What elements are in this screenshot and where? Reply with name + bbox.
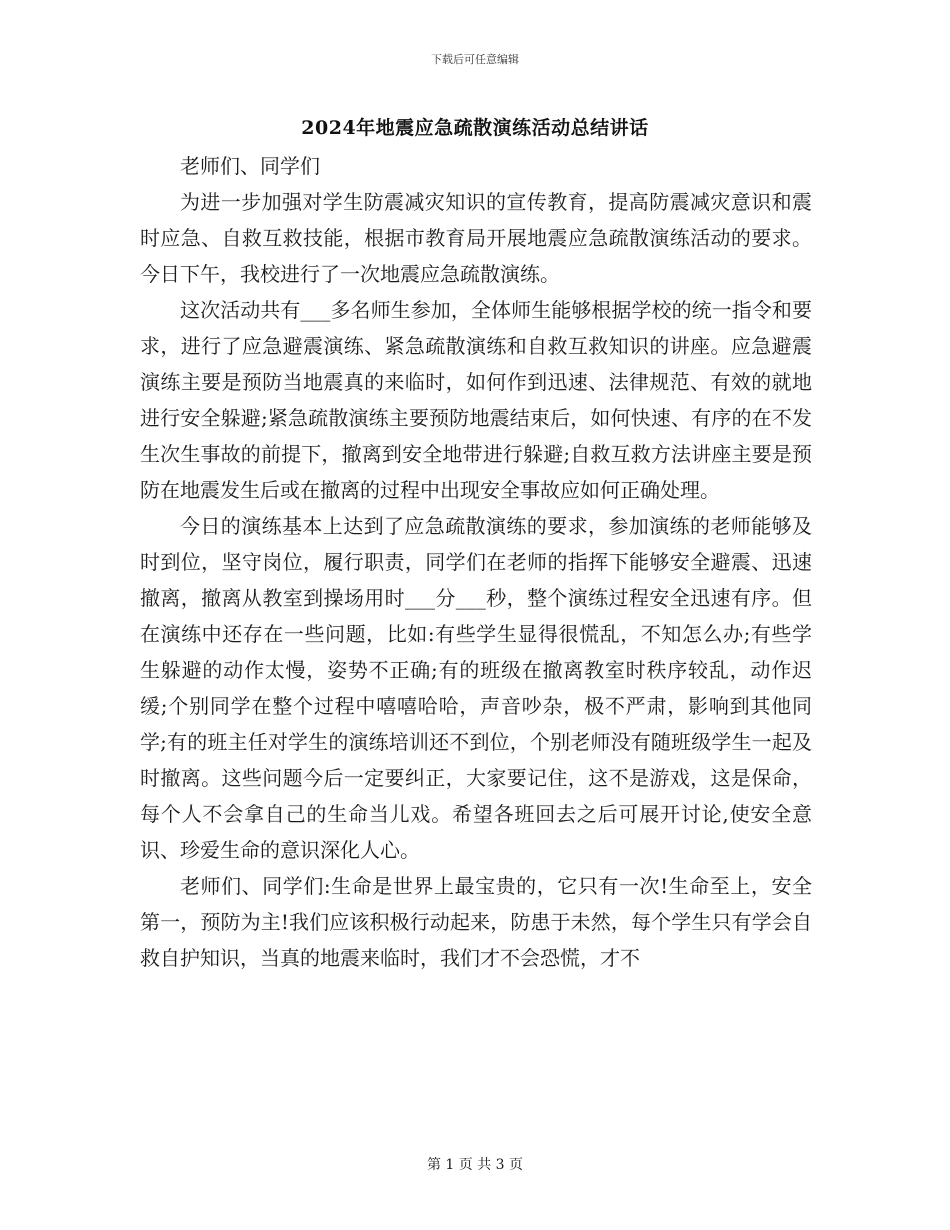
paragraph-intro: 为进一步加强对学生防震减灾知识的宣传教育，提高防震减灾意识和震时应急、自救互救技能，根据市教育局开展地震应急疏散演练活动的要求。今日下午，我校进行了一次地震应急疏散演练。 [140,190,812,286]
page-header: 下载后可任意编辑 [431,53,519,66]
salutation: 老师们、同学们 [180,154,320,178]
document-title: 2024年地震应急疏散演练活动总结讲话 [301,117,649,139]
paragraph-closing: 老师们、同学们:生命是世界上最宝贵的，它只有一次!生命至上，安全第一，预防为主!我们应该积极行动起来，防患于未然，每个学生只有学会自救自护知识，当真的地震来临时，我们才不会恐慌，才不 [140,874,812,970]
paragraph-evaluation: 今日的演练基本上达到了应急疏散演练的要求，参加演练的老师能够及时到位，坚守岗位，履行职责，同学们在老师的指挥下能够安全避震、迅速撤离，撤离从教室到操场用时___分___秒，整个演练过程安全迅速有序。但在演练中还存在一些问题，比如:有些学生显得很慌乱，不知怎么办;有些学生躲避的动作太慢，姿势不正确;有的班级在撤离教室时秩序较乱，动作迟缓;个别同学在整个过程中嘻嘻哈哈，声音吵杂，极不严肃，影响到其他同学;有的班主任对学生的演练培训还不到位，个别老师没有随班级学生一起及时撤离。这些问题今后一定要纠正，大家要记住，这不是游戏，这是保命，每个人不会拿自己的生命当儿戏。希望各班回去之后可展开讨论,使安全意识、珍爱生命的意识深化人心。 [140,514,812,862]
page-number: 第 1 页 共 3 页 [426,1157,524,1173]
document-body [140,148,812,976]
paragraph-activity: 这次活动共有___多名师生参加，全体师生能够根据学校的统一指令和要求，进行了应急避震演练、紧急疏散演练和自救互救知识的讲座。应急避震演练主要是预防当地震真的来临时，如何作到迅速、法律规范、有效的就地进行安全躲避;紧急疏散演练主要预防地震结束后，如何快速、有序的在不发生次生事故的前提下，撤离到安全地带进行躲避;自救互救方法讲座主要是预防在地震发生后或在撤离的过程中出现安全事故应如何正确处理。 [140,298,812,502]
